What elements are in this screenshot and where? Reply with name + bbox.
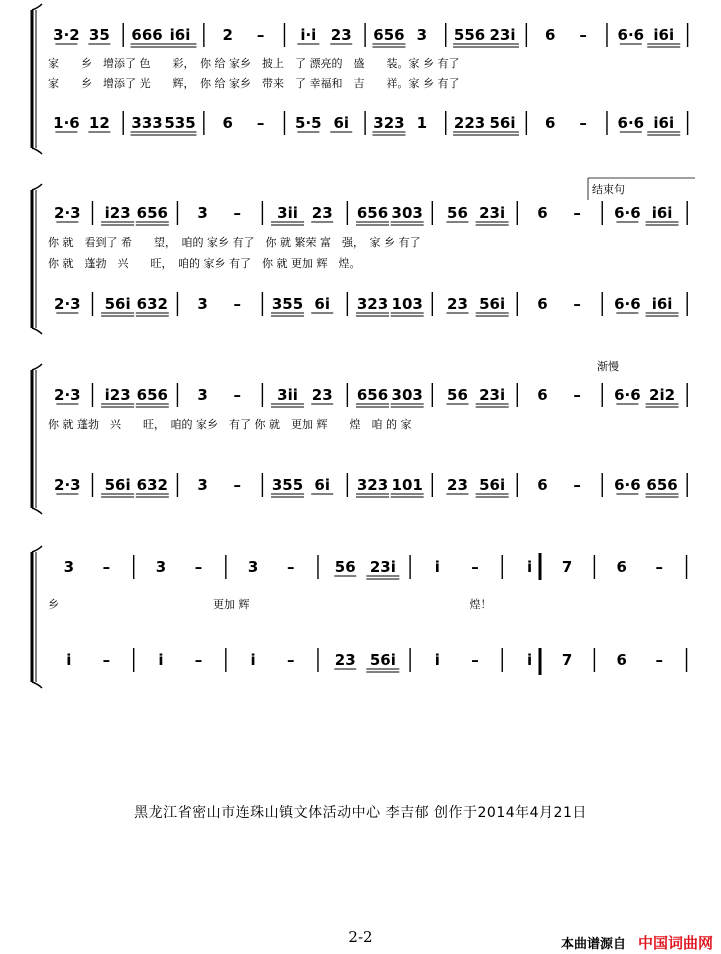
note-group: 556: [453, 26, 486, 44]
note-group: i: [526, 651, 533, 669]
note-group: 323: [373, 114, 405, 132]
note-group: 56: [447, 386, 468, 404]
note-group: 5·5: [295, 114, 322, 132]
note-group: 632: [136, 295, 168, 313]
note-group: i: [158, 651, 164, 669]
note-group: i6i: [653, 114, 675, 132]
note-group: –: [573, 386, 581, 404]
note-group: i: [526, 558, 533, 576]
note-group: 3: [63, 558, 75, 576]
note-group: 323: [356, 476, 389, 494]
lyric-line: 你 就 蓬勃 兴 旺， 咱的 家乡 有了 你 就 更加 辉 煌 咱 的 家: [48, 418, 412, 431]
note-group: –: [256, 26, 265, 44]
note-group: –: [233, 204, 242, 222]
note-group: 3: [155, 558, 167, 576]
note-group: –: [655, 558, 664, 576]
note-group: 3ii: [277, 386, 298, 404]
note-group: 656: [373, 26, 405, 44]
note-group: 6·6: [617, 114, 645, 132]
lyric-line: 乡 更加 辉 煌！: [48, 598, 492, 611]
note-group: 23: [447, 295, 468, 313]
bracket-hook: [32, 546, 42, 552]
note-group: 632: [136, 476, 168, 494]
note-group: i6i: [651, 295, 673, 313]
note-group: 6: [616, 651, 627, 669]
note-group: –: [573, 295, 581, 313]
note-group: i6i: [651, 204, 673, 222]
note-group: i6i: [653, 26, 675, 44]
note-group: 23: [311, 204, 333, 222]
note-group: 23i: [479, 386, 506, 404]
note-group: 2·3: [54, 476, 81, 494]
note-group: 6: [544, 26, 556, 44]
note-group: 656: [136, 204, 168, 222]
note-group: 56i: [104, 476, 131, 494]
note-group: 35: [88, 26, 110, 44]
note-group: –: [194, 651, 203, 669]
note-group: 656: [136, 386, 168, 404]
note-group: –: [233, 386, 242, 404]
note-group: –: [573, 204, 581, 222]
note-group: 2·3: [54, 295, 81, 313]
note-group: 6: [222, 114, 233, 132]
note-group: –: [579, 114, 587, 132]
note-group: 1: [416, 114, 428, 132]
composer-credit: 黑龙江省密山市连珠山镇文体活动中心 李吉郁 创作于2014年4月21日: [134, 805, 587, 821]
note-group: 6: [537, 204, 548, 222]
note-group: 303: [391, 386, 423, 404]
note-group: –: [471, 651, 479, 669]
note-group: 23: [447, 476, 468, 494]
note-group: 656: [646, 476, 678, 494]
source-label: 本曲谱源自: [560, 937, 626, 952]
note-group: 2i2: [649, 386, 676, 404]
note-group: 3: [197, 386, 208, 404]
note-group: 103: [391, 295, 423, 313]
note-group: 6: [616, 558, 627, 576]
note-group: 56i: [479, 476, 506, 494]
note-group: –: [233, 295, 242, 313]
note-group: –: [286, 558, 295, 576]
note-group: i23: [104, 386, 131, 404]
note-group: 7: [561, 651, 573, 669]
note-group: 323: [356, 295, 389, 313]
note-group: 23i: [489, 26, 516, 44]
note-group: 56i: [104, 295, 131, 313]
lyric-line: 你 就 看到了 希 望， 咱的 家乡 有了 你 就 繁荣 富 强， 家 乡 有了: [48, 236, 421, 249]
bracket-hook: [32, 328, 42, 334]
lyric-line: 你 就 蓬勃 兴 旺， 咱的 家乡 有了 你 就 更加 辉 煌。: [48, 257, 361, 270]
performance-marking: 结束句: [592, 183, 625, 196]
bracket-hook: [32, 508, 42, 514]
source-note: [561, 932, 713, 953]
note-group: 7: [561, 558, 573, 576]
note-group: 223: [453, 114, 486, 132]
note-group: 56i: [369, 651, 396, 669]
note-group: –: [573, 476, 581, 494]
note-group: 3: [197, 204, 208, 222]
note-group: 333: [131, 114, 163, 132]
bracket-hook: [32, 4, 42, 10]
note-group: 535: [164, 114, 196, 132]
note-group: 56: [447, 204, 468, 222]
note-group: –: [286, 651, 295, 669]
note-group: –: [256, 114, 265, 132]
note-group: i: [434, 558, 440, 576]
note-group: 6·6: [617, 26, 645, 44]
note-group: 2·3: [54, 204, 81, 222]
note-group: 6: [537, 295, 548, 313]
note-group: –: [471, 558, 479, 576]
note-group: 12: [88, 114, 110, 132]
bracket-hook: [32, 364, 42, 370]
note-group: i: [66, 651, 72, 669]
note-group: 3·2: [53, 26, 80, 44]
note-group: 23: [334, 651, 356, 669]
note-group: 101: [391, 476, 423, 494]
note-group: 6·6: [614, 295, 641, 313]
note-group: 355: [271, 295, 304, 313]
note-group: 6·6: [614, 386, 641, 404]
note-group: i6i: [169, 26, 191, 44]
note-group: 2: [222, 26, 233, 44]
note-group: 3: [197, 476, 208, 494]
brand-link[interactable]: 中国词曲网: [637, 934, 713, 952]
lyric-line: 家 乡 增添了 色 彩， 你 给 家乡 披上 了 漂亮的 盛 装。家 乡 有了: [48, 57, 460, 70]
note-group: 6·6: [614, 476, 641, 494]
note-group: 3ii: [277, 204, 298, 222]
bracket-hook: [32, 148, 42, 154]
page-number: 2-2: [348, 928, 373, 946]
note-group: 56i: [479, 295, 506, 313]
note-group: 23i: [369, 558, 396, 576]
note-group: –: [655, 651, 664, 669]
note-group: i·i: [300, 26, 317, 44]
note-group: 6·6: [614, 204, 641, 222]
note-group: –: [102, 651, 111, 669]
note-group: –: [102, 558, 111, 576]
note-group: 656: [356, 204, 389, 222]
performance-marking: 渐慢: [597, 360, 619, 373]
lyric-line: 家 乡 增添了 光 辉， 你 给 家乡 带来 了 幸福和 吉 祥。家 乡 有了: [48, 77, 460, 90]
note-group: 666: [131, 26, 163, 44]
note-group: 2·3: [54, 386, 81, 404]
note-group: –: [233, 476, 242, 494]
note-group: 6: [544, 114, 556, 132]
note-group: 656: [356, 386, 389, 404]
bracket-hook: [32, 682, 42, 688]
note-group: 6: [537, 386, 548, 404]
note-group: 6i: [314, 476, 331, 494]
note-group: i: [250, 651, 256, 669]
note-group: 23: [330, 26, 352, 44]
note-group: 23i: [479, 204, 506, 222]
note-group: –: [579, 26, 587, 44]
note-group: 355: [271, 476, 304, 494]
note-group: –: [194, 558, 203, 576]
note-group: 6i: [314, 295, 331, 313]
note-group: 3: [416, 26, 428, 44]
note-group: 56: [334, 558, 356, 576]
note-group: 56i: [489, 114, 516, 132]
note-group: 3: [247, 558, 259, 576]
note-group: i: [434, 651, 440, 669]
note-group: 6: [537, 476, 548, 494]
note-group: 23: [311, 386, 333, 404]
note-group: 1·6: [53, 114, 80, 132]
bracket-hook: [32, 184, 42, 190]
note-group: 303: [391, 204, 423, 222]
note-group: 6i: [333, 114, 350, 132]
note-group: i23: [104, 204, 131, 222]
note-group: 3: [197, 295, 208, 313]
